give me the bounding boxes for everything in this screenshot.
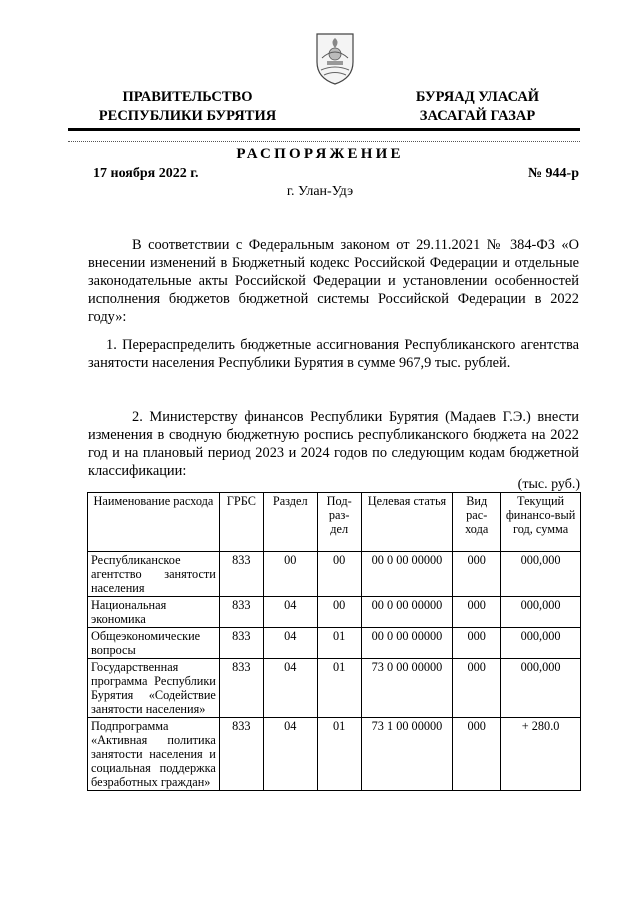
table-cell: 00 (263, 552, 317, 597)
column-header: Текущий финансо-вый год, сумма (501, 493, 581, 552)
table-cell: 01 (317, 718, 361, 791)
column-header: Раздел (263, 493, 317, 552)
document-city: г. Улан-Удэ (286, 184, 354, 199)
table-cell: Национальная экономика (88, 597, 220, 628)
header-right-line1: БУРЯАД УЛАСАЙ (415, 89, 540, 105)
table-row (88, 552, 581, 597)
column-header: Наименование расхода (88, 493, 220, 552)
table-cell: 000 (453, 718, 501, 791)
table-row (88, 718, 581, 791)
table-cell: 04 (263, 628, 317, 659)
table-cell: 73 1 00 00000 (361, 718, 453, 791)
document-number: № 944-р (527, 166, 579, 181)
header-left-line2: РЕСПУБЛИКИ БУРЯТИЯ (98, 108, 277, 124)
column-header: Целевая статья (361, 493, 453, 552)
table-row (88, 597, 581, 628)
table-cell: 00 (317, 597, 361, 628)
table-cell: 833 (219, 552, 263, 597)
table-cell: 00 0 00 00000 (361, 552, 453, 597)
table-cell: Республиканское агентство занятости населения (88, 552, 220, 597)
table-cell: 01 (317, 628, 361, 659)
header-right (385, 88, 570, 126)
document-title: РАСПОРЯЖЕНИЕ (236, 146, 404, 162)
table-cell: 73 0 00 00000 (361, 659, 453, 718)
item-2-paragraph: 2. Министерству финансов Республики Бурятия (Мадаев Г.Э.) внести изменения в сводную бюджетную роспись республиканского бюджета на 2022 год и на плановый период 2023 и 2024 годов по следующим кодам бюджетной классификации: (88, 409, 579, 479)
table-cell: 000 (453, 659, 501, 718)
coat-of-arms-icon (313, 28, 357, 86)
table-cell: 000 (453, 552, 501, 597)
column-header: Под-раз-дел (317, 493, 361, 552)
table-cell: 000 (453, 597, 501, 628)
header-divider-dotted (68, 141, 580, 142)
table-cell: 01 (317, 659, 361, 718)
table-cell: 000,000 (501, 628, 581, 659)
table-cell: 833 (219, 718, 263, 791)
preamble-paragraph: В соответствии с Федеральным законом от 29.11.2021 № 384-ФЗ «О внесении изменений в Бюджетный кодекс Российской Федерации и отдельные законодательные акты Российской Федерации и установлении особенностей исполнения бюджетов бюджетной системы Российской Федерации в 2022 году»: (88, 237, 579, 325)
table-cell: 000 (453, 628, 501, 659)
table-header-row (88, 493, 581, 552)
table-cell: 04 (263, 659, 317, 718)
table-cell: 000,000 (501, 552, 581, 597)
table-cell: 833 (219, 628, 263, 659)
table-cell: 00 0 00 00000 (361, 628, 453, 659)
table-cell: 000,000 (501, 597, 581, 628)
budget-table (87, 492, 581, 791)
header-left-line1: ПРАВИТЕЛЬСТВО (122, 89, 253, 105)
table-cell: 000,000 (501, 659, 581, 718)
table-units: (тыс. руб.) (517, 477, 580, 492)
table-cell: + 280.0 (501, 718, 581, 791)
table-cell: 04 (263, 597, 317, 628)
header-right-line2: ЗАСАГАЙ ГАЗАР (419, 108, 536, 124)
table-cell: 00 (317, 552, 361, 597)
item-1-paragraph: 1. Перераспределить бюджетные ассигнования Республиканского агентства занятости населения Республики Бурятия в сумме 967,9 тыс. рублей. (88, 337, 579, 371)
table-cell: Общеэкономические вопросы (88, 628, 220, 659)
table-row (88, 659, 581, 718)
table-cell: 833 (219, 597, 263, 628)
header-left (80, 88, 295, 126)
column-header: ГРБС (219, 493, 263, 552)
table-cell: 00 0 00 00000 (361, 597, 453, 628)
table-cell: 04 (263, 718, 317, 791)
table-cell: Государственная программа Республики Бурятия «Содействие занятости населения» (88, 659, 220, 718)
table-row (88, 628, 581, 659)
document-date: 17 ноября 2022 г. (93, 166, 199, 181)
table-cell: Подпрограмма «Активная политика занятости населения и социальная поддержка безработных граждан» (88, 718, 220, 791)
table-cell: 833 (219, 659, 263, 718)
column-header: Вид рас-хода (453, 493, 501, 552)
header-divider (68, 128, 580, 131)
